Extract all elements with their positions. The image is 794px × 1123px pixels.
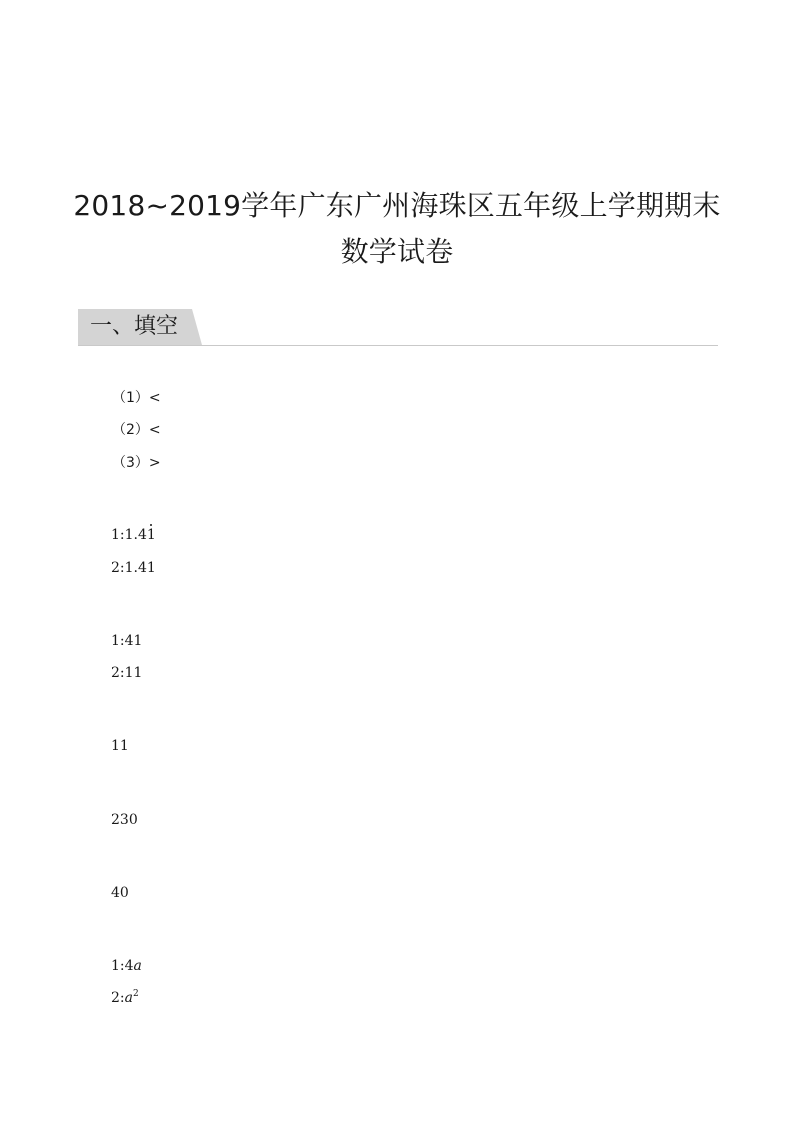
answer-number: （3）	[112, 455, 149, 471]
answer-line-comparison-3	[112, 454, 161, 472]
comparison-symbol: >	[148, 455, 161, 471]
answer-line-repeating-decimal	[111, 526, 156, 544]
section-label: 一、填空	[90, 314, 179, 339]
exponent: 2	[132, 989, 139, 999]
answer-line-comparison-2	[112, 421, 161, 439]
document-title	[60, 183, 734, 275]
answer-prefix: 2:	[111, 990, 125, 1006]
variable: a	[124, 990, 133, 1006]
answer-line-algebra-1	[111, 957, 142, 975]
answer-text: 2:11	[111, 665, 143, 681]
answer-line-group3-1	[111, 632, 142, 650]
section-header	[78, 309, 718, 346]
answer-text: 11	[111, 738, 129, 754]
answer-line-single-2	[111, 811, 138, 829]
answer-line-algebra-2	[111, 989, 139, 1007]
answer-line-group3-2	[111, 664, 142, 682]
variable: a	[133, 958, 142, 974]
repeating-digit: 1	[146, 527, 156, 543]
answer-text: 40	[111, 885, 129, 901]
answer-text: 2:1.41	[111, 560, 156, 576]
answer-line-decimal	[111, 559, 156, 577]
comparison-symbol: <	[148, 390, 161, 406]
answer-number: （2）	[112, 422, 149, 438]
answer-line-single-1	[111, 737, 129, 755]
comparison-symbol: <	[148, 422, 161, 438]
answer-text: 1:41	[111, 633, 143, 649]
answer-line-comparison-1	[112, 389, 161, 407]
title-line-2: 数学试卷	[340, 235, 454, 268]
answer-number: （1）	[112, 390, 149, 406]
answer-prefix: 1:1.4	[111, 527, 147, 543]
answer-prefix: 1:4	[111, 958, 134, 974]
answer-line-single-3	[111, 884, 129, 902]
answer-text: 230	[111, 812, 138, 828]
title-line-1: 2018~2019学年广东广州海珠区五年级上学期期末	[73, 189, 721, 222]
